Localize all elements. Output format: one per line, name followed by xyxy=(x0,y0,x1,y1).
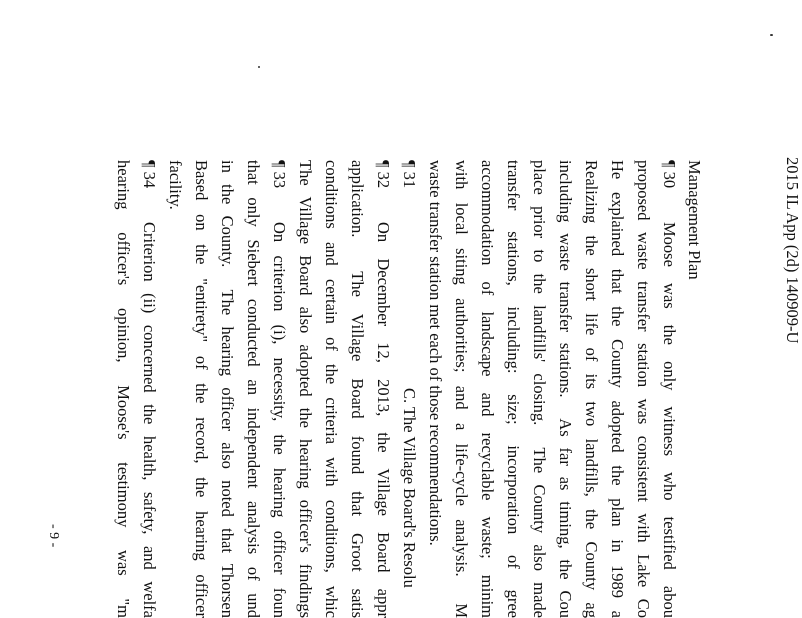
section-heading: Management Plan xyxy=(685,160,704,280)
scan-speck xyxy=(258,66,260,68)
para-30-line-10: waste transfer station met each of those recommendations. xyxy=(426,160,445,546)
citation: 2015 IL App (2d) 140909-U xyxy=(783,157,802,344)
para-32-line-1: On December 12, 2013, the Village Board appr xyxy=(374,222,393,618)
para-33-line-2: that only Siebert conducted an independent analysis of und xyxy=(244,160,263,618)
para-30-line-8: accommodation of landscape and recyclable waste; minim xyxy=(478,160,497,618)
para-30-line-9: with local siting authorities; and a life-cycle analysis. M xyxy=(452,160,471,618)
section-c-heading: C. The Village Board's Resolu xyxy=(400,388,419,588)
para-32-line-3: conditions and certain of the criteria with conditions, whic xyxy=(322,160,341,618)
para-30-line-3: He explained that the County adopted the plan in 1989 a xyxy=(608,160,627,618)
para-34-line-2: hearing officer's opinion, Moose's testimony was "m xyxy=(114,160,133,618)
para-33-mark: ¶ 33 xyxy=(270,160,289,189)
para-30-line-1: Moose was the only witness who testified abou xyxy=(660,222,679,618)
para-34-line-1: Criterion (ii) concerned the health, safety, and welfa xyxy=(140,222,159,618)
scan-speck xyxy=(770,34,773,36)
para-33-line-5: facility. xyxy=(166,160,185,210)
para-32-mark: ¶ 32 xyxy=(374,160,393,189)
para-33-line-4: Based on the "entirety" of the record, the hearing officer xyxy=(192,160,211,618)
para-34-mark: ¶ 34 xyxy=(140,160,159,189)
para-32-line-4: The Village Board also adopted the hearing officer's findings xyxy=(296,160,315,618)
para-33-line-3: in the County. The hearing officer also noted that Thorsen xyxy=(218,160,237,618)
para-32-line-2: application. The Village Board found that Groot satis xyxy=(348,160,367,618)
para-30-line-2: proposed waste transfer station was consistent with Lake Co xyxy=(634,160,653,618)
para-31-mark: ¶ 31 xyxy=(400,160,419,189)
para-30-line-5: including waste transfer stations. As far as timing, the Cou xyxy=(556,160,575,618)
para-33-line-1: On criterion (i), necessity, the hearing officer foun xyxy=(270,222,289,618)
para-30-line-6: place prior to the landfills' closing. The County also made xyxy=(530,160,549,618)
para-30-mark: ¶ 30 xyxy=(660,160,679,189)
para-30-line-7: transfer stations, including: size; incorporation of gree xyxy=(504,160,523,618)
page-number: - 9 - xyxy=(46,524,61,548)
para-30-line-4: Realizing the short life of its two landfills, the County ag xyxy=(582,160,601,618)
